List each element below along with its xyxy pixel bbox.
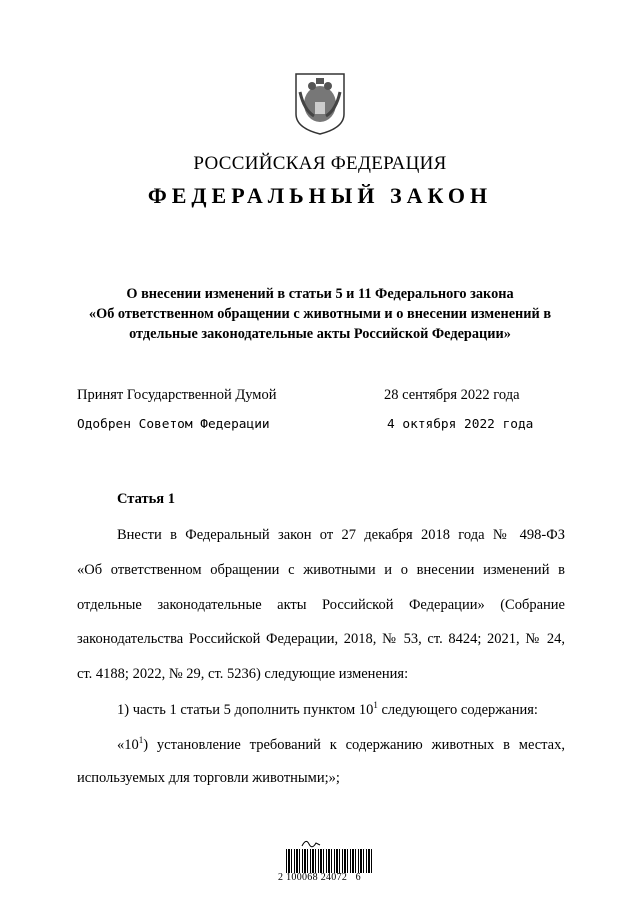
article-text-line: законодательства Российской Федерации, 2018, № 53, ст. 8424; 2021, № 24, [77, 631, 565, 647]
coat-of-arms-emblem [290, 70, 350, 136]
quote-text: ) установление требований к содержанию животных в местах, [143, 736, 565, 753]
council-label: Одобрен Советом Федерации [77, 417, 270, 432]
law-title-line: отдельные законодательные акты Российской Федерации» [129, 326, 511, 342]
item-1-text: 1) часть 1 статьи 5 дополнить пунктом 10 [117, 701, 374, 718]
article-text-line: «Об ответственном обращении с животными и о внесении изменений в [77, 562, 565, 578]
article-text-line: Внести в Федеральный закон от 27 декабря 2018 года № 498-ФЗ [117, 527, 565, 543]
quote-line [117, 735, 565, 754]
quote-line-end: используемых для торговли животными;»; [77, 770, 340, 786]
barcode [286, 849, 374, 873]
quote-text: «10 [117, 736, 139, 753]
article-heading: Статья 1 [117, 491, 175, 507]
country-name: РОССИЙСКАЯ ФЕДЕРАЦИЯ [193, 153, 447, 174]
item-1 [117, 700, 605, 719]
article-text-line: ст. 4188; 2022, № 29, ст. 5236) следующие изменения: [77, 666, 409, 682]
law-title-line: О внесении изменений в статьи 5 и 11 Федерального закона [126, 286, 514, 302]
signature-mark-icon [300, 838, 322, 848]
barcode-number: 2 100068 24072 6 [278, 872, 361, 883]
council-date: 4 октября 2022 года [387, 417, 534, 432]
item-1-text: следующего содержания: [377, 701, 538, 718]
article-text-line: отдельные законодательные акты Российской Федерации» (Собрание [77, 597, 565, 613]
law-title-line: «Об ответственном обращении с животными и о внесении изменений в [88, 306, 552, 322]
superscript: 1 [373, 700, 378, 710]
law-type: ФЕДЕРАЛЬНЫЙ ЗАКОН [147, 183, 493, 208]
duma-label: Принят Государственной Думой [77, 387, 277, 403]
duma-date: 28 сентября 2022 года [384, 387, 520, 403]
superscript: 1 [138, 735, 144, 745]
